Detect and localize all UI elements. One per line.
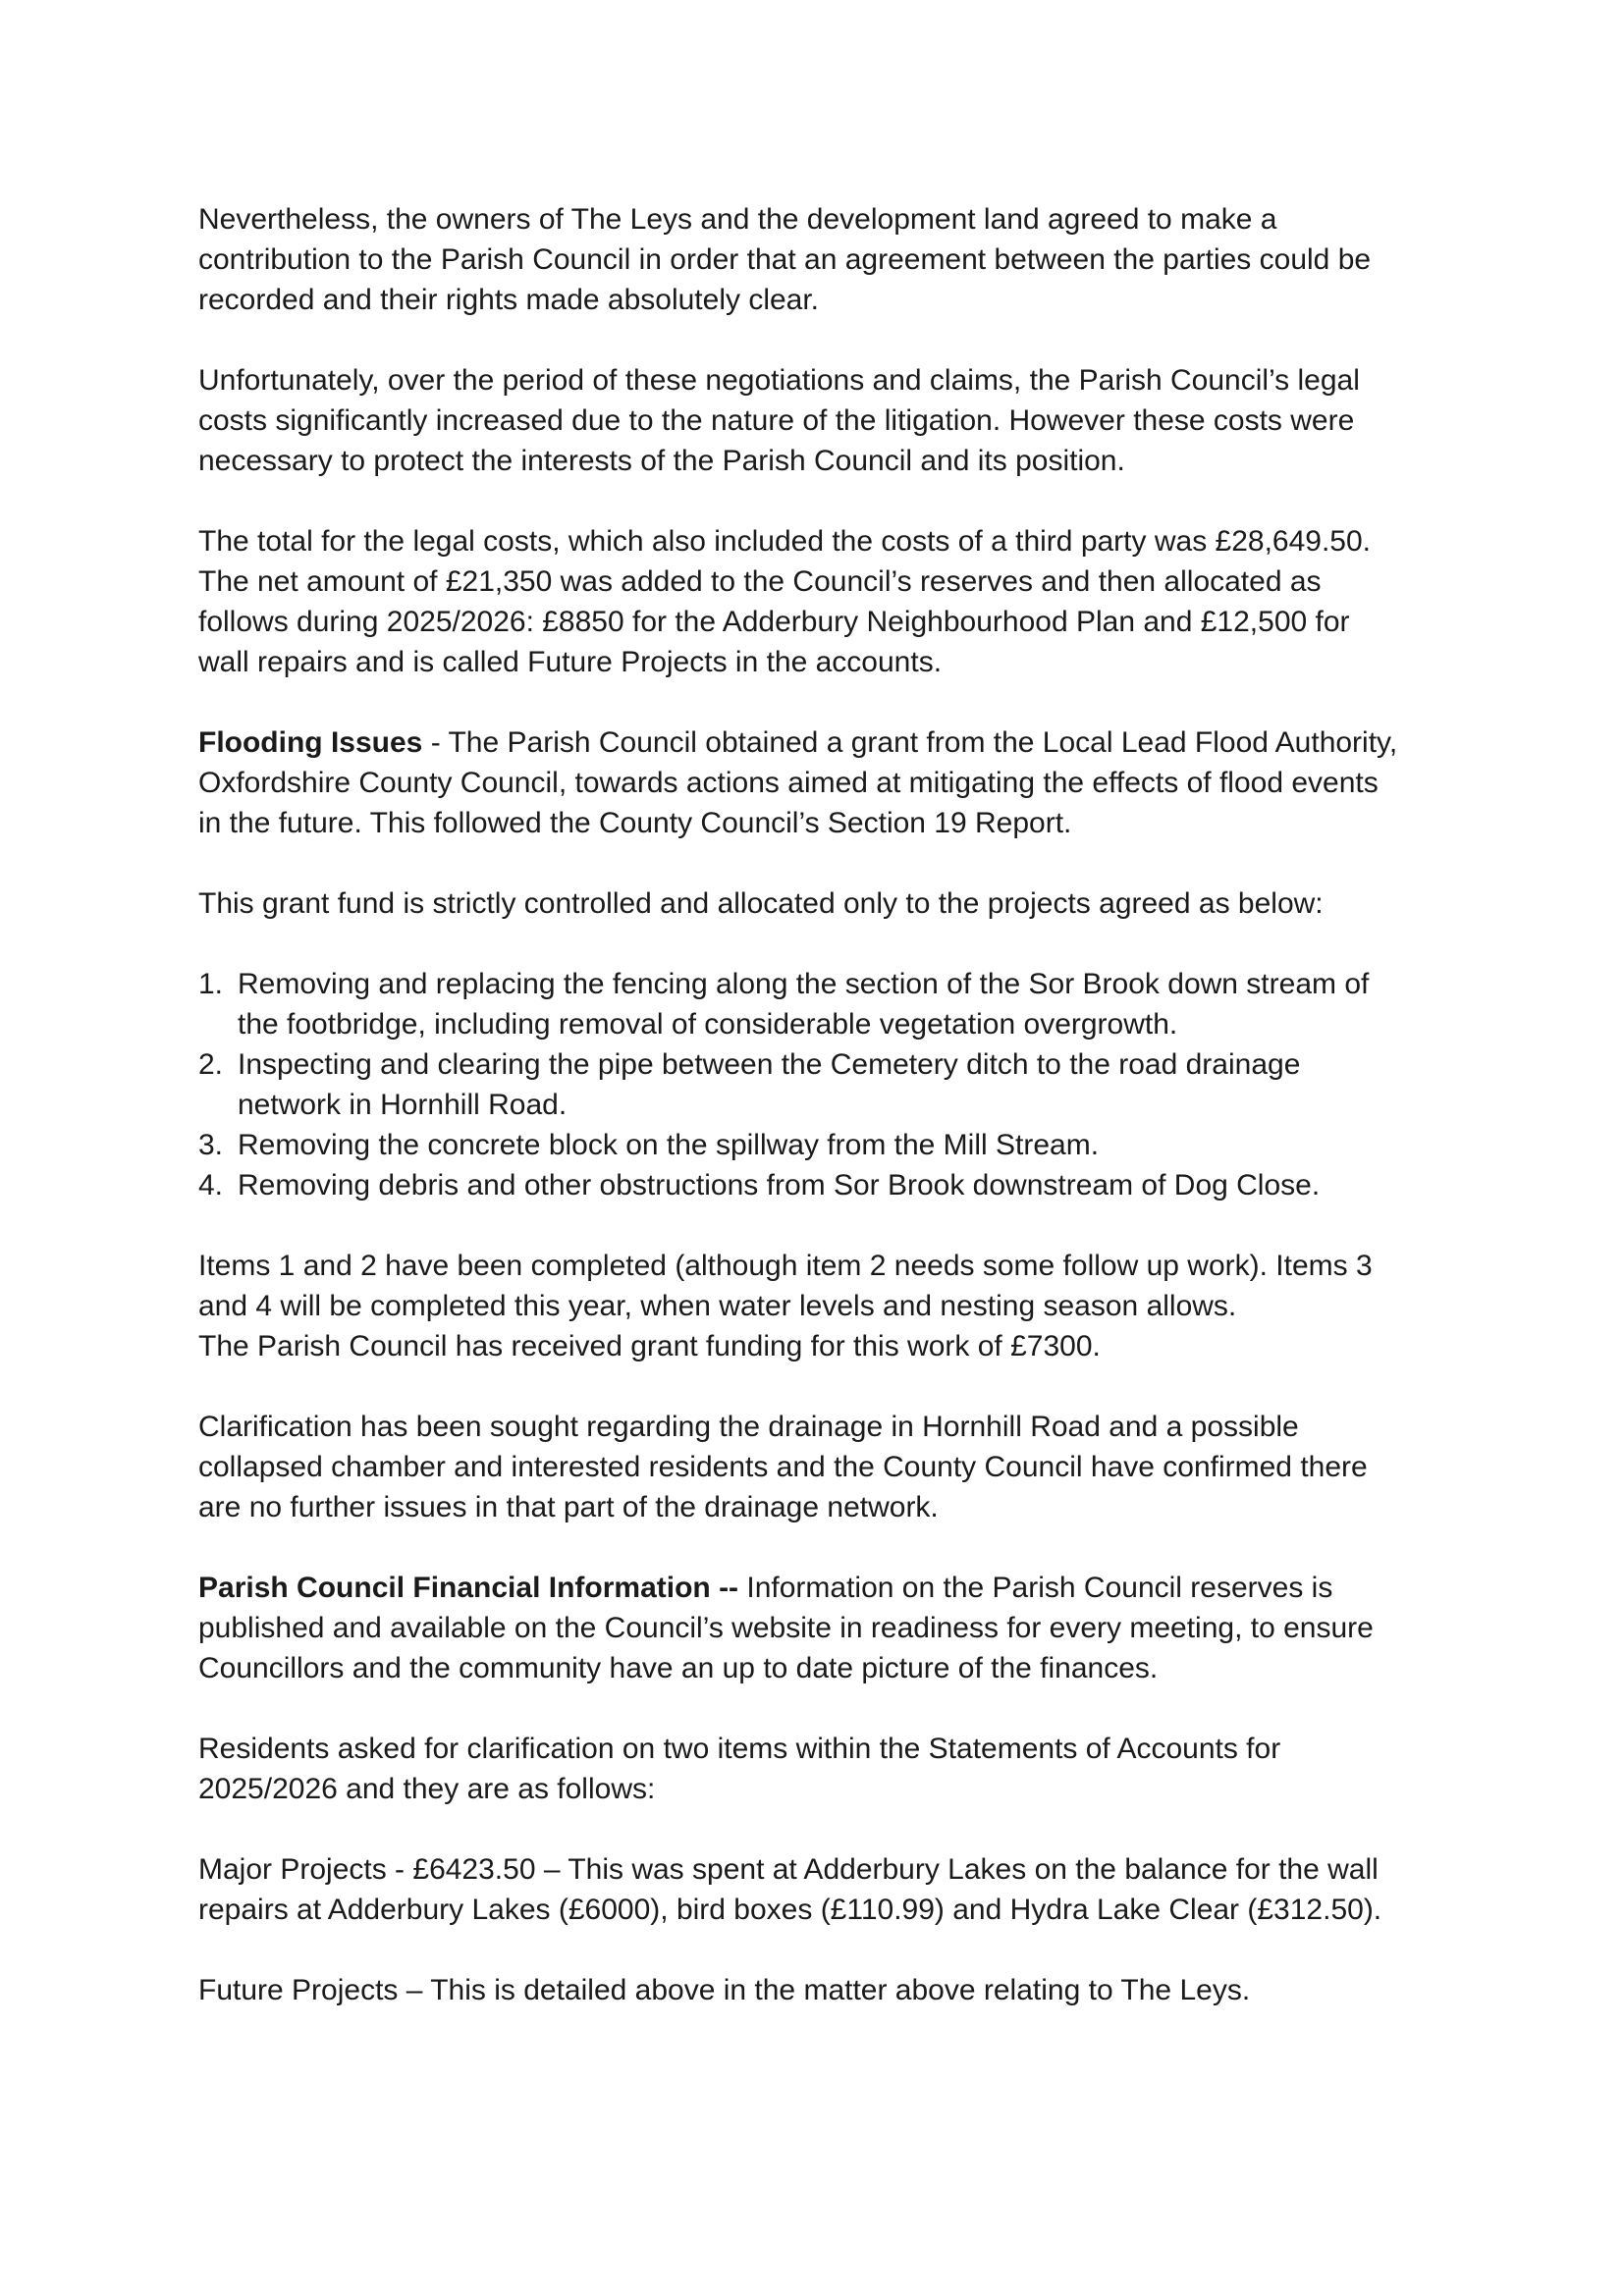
projects-list	[198, 964, 1440, 1205]
section-heading-finance: Parish Council Financial Information --	[198, 1572, 739, 1604]
list-item	[198, 1044, 1440, 1125]
paragraph-legal-costs	[198, 360, 1440, 481]
text-line: The net amount of £21,350 was added to the Council’s reserves and then allocated as	[198, 565, 1322, 598]
text-line: Major Projects - £6423.50 – This was spent at Adderbury Lakes on the balance for the wall	[198, 1853, 1379, 1886]
text-line: The total for the legal costs, which also included the costs of a third party was £28,649.50.	[198, 525, 1372, 558]
text-line: wall repairs and is called Future Projects in the accounts.	[198, 646, 943, 678]
list-number: 4.	[198, 1169, 224, 1201]
text-line: contribution to the Parish Council in order that an agreement between the parties could be	[198, 243, 1372, 276]
list-number: 1.	[198, 968, 224, 1000]
text-line: This grant fund is strictly controlled and allocated only to the projects agreed as below:	[198, 887, 1324, 920]
text-line: collapsed chamber and interested residents and the County Council have confirmed there	[198, 1451, 1368, 1483]
text-span: Information on the Parish Council reserves is	[738, 1572, 1333, 1604]
paragraph-grant-fund	[198, 883, 1440, 924]
text-line: follows during 2025/2026: £8850 for the Adderbury Neighbourhood Plan and £12,500 for	[198, 606, 1350, 638]
text-line: repairs at Adderbury Lakes (£6000), bird boxes (£110.99) and Hydra Lake Clear (£312.50).	[198, 1894, 1382, 1926]
text-line: necessary to protect the interests of the Parish Council and its position.	[198, 445, 1125, 477]
text-line: The Parish Council has received grant funding for this work of £7300.	[198, 1330, 1101, 1362]
text-line	[198, 1568, 1440, 1608]
text-line: Items 1 and 2 have been completed (although item 2 needs some follow up work). Items 3	[198, 1250, 1373, 1282]
list-item	[198, 964, 1440, 1044]
text-line: Removing the concrete block on the spillway from the Mill Stream.	[238, 1129, 1100, 1161]
list-item	[198, 1165, 1440, 1205]
text-line: Unfortunately, over the period of these negotiations and claims, the Parish Council’s legal	[198, 364, 1360, 397]
list-number: 2.	[198, 1048, 224, 1081]
text-line: the footbridge, including removal of considerable vegetation overgrowth.	[238, 1008, 1178, 1041]
paragraph-legal-totals	[198, 521, 1440, 682]
document-page	[198, 199, 1440, 2010]
text-line: published and available on the Council’s website in readiness for every meeting, to ensure	[198, 1612, 1374, 1644]
paragraph-future-projects	[198, 1970, 1440, 2010]
text-line: costs significantly increased due to the nature of the litigation. However these costs were	[198, 404, 1355, 437]
paragraph-leys-agreement	[198, 199, 1440, 320]
paragraph-residents-clarification	[198, 1729, 1440, 1809]
list-number: 3.	[198, 1129, 224, 1161]
text-line: Future Projects – This is detailed above in the matter above relating to The Leys.	[198, 1974, 1251, 2006]
text-line: in the future. This followed the County Council’s Section 19 Report.	[198, 807, 1072, 839]
text-span: - The Parish Council obtained a grant from the Local Lead Flood Authority,	[422, 726, 1398, 759]
text-line: and 4 will be completed this year, when water levels and nesting season allows.	[198, 1290, 1237, 1322]
paragraph-flooding-issues	[198, 722, 1440, 843]
paragraph-major-projects	[198, 1849, 1440, 1930]
text-line: Removing debris and other obstructions from Sor Brook downstream of Dog Close.	[238, 1169, 1321, 1201]
text-line: recorded and their rights made absolutely clear.	[198, 284, 820, 316]
text-line: Inspecting and clearing the pipe between the Cemetery ditch to the road drainage	[238, 1048, 1301, 1081]
text-line: Clarification has been sought regarding the drainage in Hornhill Road and a possible	[198, 1411, 1299, 1443]
text-line	[198, 722, 1440, 763]
section-heading-flooding: Flooding Issues	[198, 726, 423, 759]
list-item	[198, 1125, 1440, 1165]
paragraph-drainage-clarification	[198, 1407, 1440, 1527]
text-line: are no further issues in that part of the drainage network.	[198, 1491, 939, 1523]
text-line: 2025/2026 and they are as follows:	[198, 1773, 656, 1805]
text-line: Residents asked for clarification on two items within the Statements of Accounts for	[198, 1733, 1281, 1765]
text-line: Oxfordshire County Council, towards actions aimed at mitigating the effects of flood events	[198, 767, 1379, 799]
text-line: network in Hornhill Road.	[238, 1089, 568, 1121]
paragraph-items-status	[198, 1246, 1440, 1366]
text-line: Removing and replacing the fencing along the section of the Sor Brook down stream of	[238, 968, 1370, 1000]
text-line: Nevertheless, the owners of The Leys and the development land agreed to make a	[198, 203, 1277, 236]
text-line: Councillors and the community have an up to date picture of the finances.	[198, 1652, 1159, 1684]
paragraph-financial-information	[198, 1568, 1440, 1688]
